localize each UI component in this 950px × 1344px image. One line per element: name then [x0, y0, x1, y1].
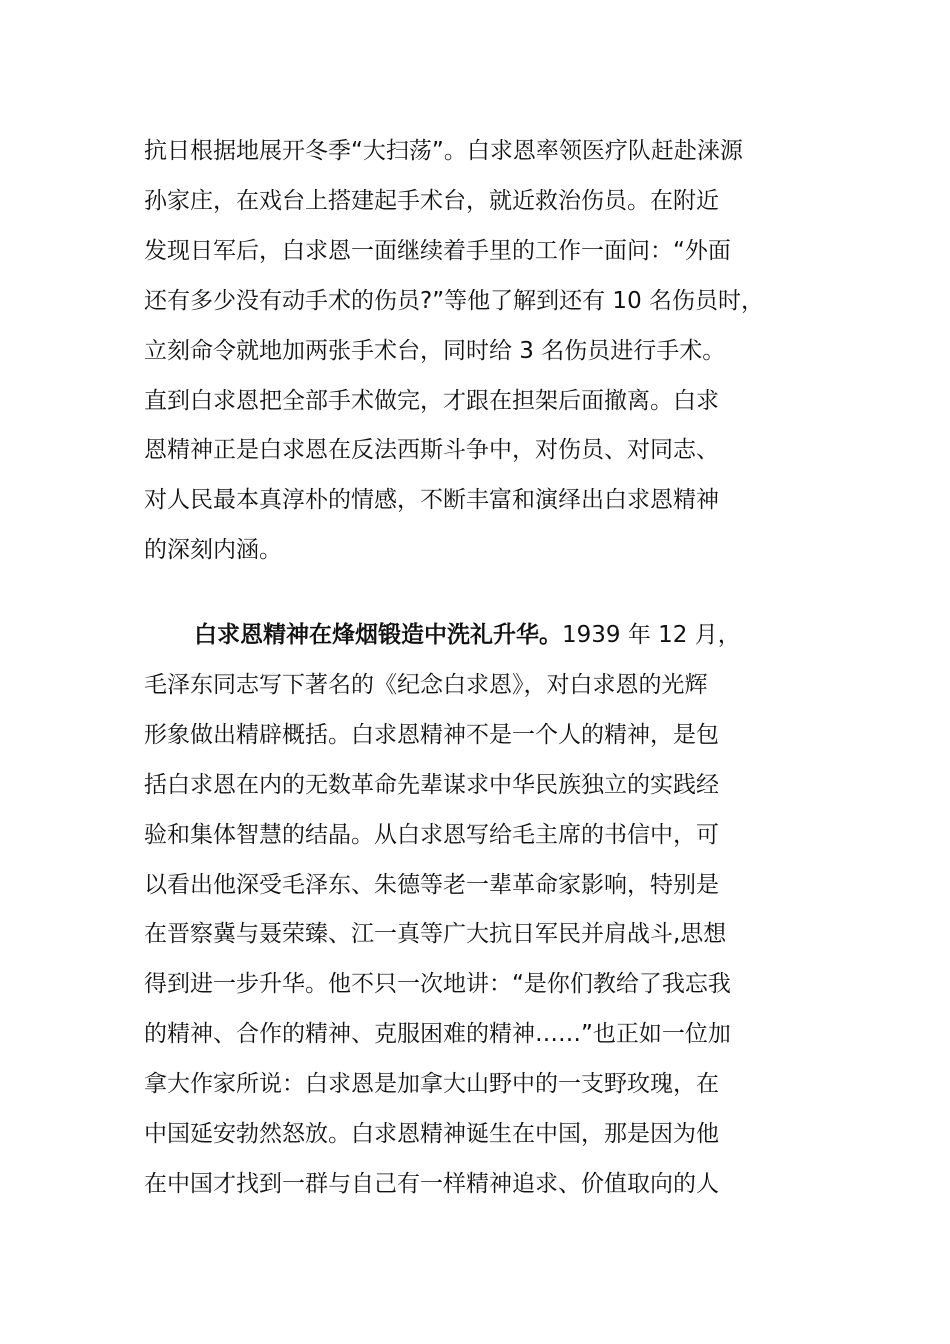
paragraph-2-first-line-rest: 1939 年 12 月，	[562, 622, 741, 648]
paragraph-2-line-2: 毛泽东同志写下著名的《纪念白求恩》，对白求恩的光辉	[144, 672, 708, 698]
paragraph-2-first-line	[194, 620, 741, 650]
paragraph-1-line-2: 孙家庄，在戏台上搭建起手术台，就近救治伤员。在附近	[144, 188, 719, 214]
paragraph-1-line-3: 发现日军后，白求恩一面继续着手里的工作一面问：“外面	[144, 238, 731, 264]
paragraph-2-line-11: 中国延安勃然怒放。白求恩精神诞生在中国，那是因为他	[144, 1121, 719, 1147]
paragraph-2-line-4: 括白求恩在内的无数革命先辈谋求中华民族独立的实践经	[144, 772, 719, 798]
paragraph-2-line-6: 以看出他深受毛泽东、朱德等老一辈革命家影响，特别是	[144, 872, 719, 898]
paragraph-2-line-7: 在晋察冀与聂荣臻、江一真等广大抗日军民并肩战斗,思想	[144, 921, 727, 947]
paragraph-2-line-12: 在中国才找到一群与自己有一样精神追求、价值取向的人	[144, 1171, 719, 1197]
paragraph-1-line-5: 立刻命令就地加两张手术台，同时给 3 名伤员进行手术。	[144, 338, 726, 364]
paragraph-1-line-1: 抗日根据地展开冬季“大扫荡”。白求恩率领医疗队赶赴涞源	[144, 138, 743, 164]
paragraph-2-line-8: 得到进一步升华。他不只一次地讲：“是你们教给了我忘我	[144, 971, 731, 997]
paragraph-1-line-9: 的深刻内涵。	[144, 537, 282, 563]
paragraph-2-line-5: 验和集体智慧的结晶。从白求恩写给毛主席的书信中，可	[144, 822, 719, 848]
paragraph-1-line-7: 恩精神正是白求恩在反法西斯斗争中，对伤员、对同志、	[144, 437, 719, 463]
paragraph-2-line-3: 形象做出精辟概括。白求恩精神不是一个人的精神，是包	[144, 722, 719, 748]
paragraph-2-line-10: 拿大作家所说：白求恩是加拿大山野中的一支野玫瑰，在	[144, 1071, 719, 1097]
paragraph-1-line-4: 还有多少没有动手术的伤员?”等他了解到还有 10 名伤员时，	[144, 288, 765, 314]
paragraph-2-line-9: 的精神、合作的精神、克服困难的精神……”也正如一位加	[144, 1021, 731, 1047]
paragraph-2-heading: 白求恩精神在烽烟锻造中洗礼升华。	[194, 622, 562, 648]
paragraph-1-line-6: 直到白求恩把全部手术做完，才跟在担架后面撤离。白求	[144, 388, 719, 414]
paragraph-1-line-8: 对人民最本真淳朴的情感，不断丰富和演绎出白求恩精神	[144, 487, 719, 513]
